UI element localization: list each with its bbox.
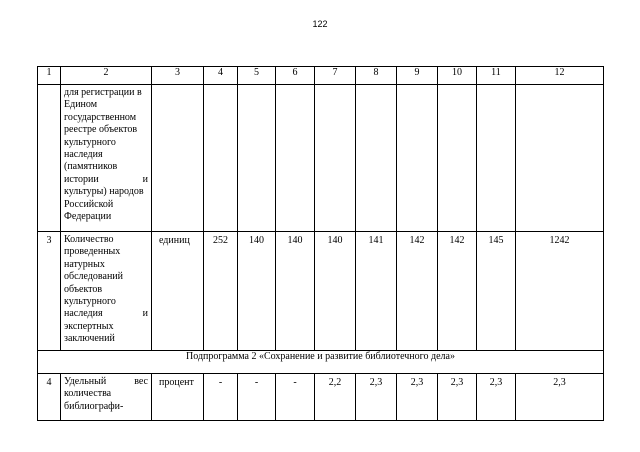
header-cell: 7 — [315, 67, 356, 85]
value-cell: 2,3 — [356, 374, 397, 421]
header-cell: 10 — [438, 67, 477, 85]
value-cell — [516, 85, 604, 232]
value-cell: - — [276, 374, 315, 421]
text-line: истории и — [64, 173, 148, 185]
text-line: наследия — [64, 149, 103, 161]
text-line: (памятников — [64, 161, 118, 173]
text-line: количества — [64, 388, 112, 400]
value-cell: 140 — [238, 232, 276, 351]
value-cell: 252 — [204, 232, 238, 351]
header-cell: 4 — [204, 67, 238, 85]
value-cell — [276, 85, 315, 232]
header-cell: 6 — [276, 67, 315, 85]
value-cell: 142 — [438, 232, 477, 351]
unit-cell: процент — [152, 374, 204, 421]
value-cell — [477, 85, 516, 232]
table-row-4 — [38, 374, 604, 421]
text-line: заключений — [64, 333, 115, 345]
text-line: библиографи- — [64, 400, 124, 412]
text-line: объектов — [64, 283, 103, 295]
header-cell: 9 — [397, 67, 438, 85]
value-cell: 2,2 — [315, 374, 356, 421]
text-line: Едином — [64, 99, 98, 111]
text-line: реестре объектов — [64, 124, 138, 136]
header-cell: 5 — [238, 67, 276, 85]
row-number-cell — [38, 85, 61, 232]
text-line: обследований — [64, 271, 123, 283]
value-cell: - — [204, 374, 238, 421]
indicator-description — [61, 232, 152, 351]
header-cell: 11 — [477, 67, 516, 85]
indicator-table — [37, 66, 604, 421]
value-cell — [152, 85, 204, 232]
text-line: культурного — [64, 136, 116, 148]
page-number: 122 — [312, 19, 328, 29]
header-cell: 3 — [152, 67, 204, 85]
subprogram-title: Подпрограмма 2 «Сохранение и развитие библиотечного дела» — [38, 351, 604, 374]
value-cell: 2,3 — [477, 374, 516, 421]
header-cell: 12 — [516, 67, 604, 85]
text-line: государственном — [64, 111, 137, 123]
value-cell: 141 — [356, 232, 397, 351]
value-cell — [315, 85, 356, 232]
text-line: Количество — [64, 234, 114, 245]
value-cell: 142 — [397, 232, 438, 351]
value-cell — [356, 85, 397, 232]
text-line: наследия и — [64, 308, 148, 320]
text-line: экспертных — [64, 320, 114, 332]
value-cell: 2,3 — [516, 374, 604, 421]
unit-cell: единиц — [152, 232, 204, 351]
value-cell — [438, 85, 477, 232]
value-cell: 1242 — [516, 232, 604, 351]
value-cell — [238, 85, 276, 232]
value-cell: 2,3 — [438, 374, 477, 421]
text-line: для регистрации в — [64, 87, 142, 98]
row-number-cell: 3 — [38, 232, 61, 351]
value-cell — [204, 85, 238, 232]
subprogram-row — [38, 351, 604, 374]
value-cell: 145 — [477, 232, 516, 351]
text-line: натурных — [64, 258, 105, 270]
text-line: проведенных — [64, 246, 121, 258]
header-cell: 1 — [38, 67, 61, 85]
value-cell — [397, 85, 438, 232]
header-cell: 8 — [356, 67, 397, 85]
header-cell: 2 — [61, 67, 152, 85]
indicator-description — [61, 85, 152, 232]
text-line: культурного — [64, 296, 116, 308]
value-cell: 2,3 — [397, 374, 438, 421]
text-line: культуры) народов — [64, 186, 144, 198]
table-row-3 — [38, 232, 604, 351]
header-row — [38, 67, 604, 85]
table-row-continuation — [38, 85, 604, 232]
indicator-description — [61, 374, 152, 421]
value-cell: - — [238, 374, 276, 421]
text-line: Федерации — [64, 211, 112, 223]
value-cell: 140 — [276, 232, 315, 351]
text-line: Удельный вес — [64, 376, 148, 387]
row-number-cell: 4 — [38, 374, 61, 421]
value-cell: 140 — [315, 232, 356, 351]
text-line: Российской — [64, 198, 114, 210]
